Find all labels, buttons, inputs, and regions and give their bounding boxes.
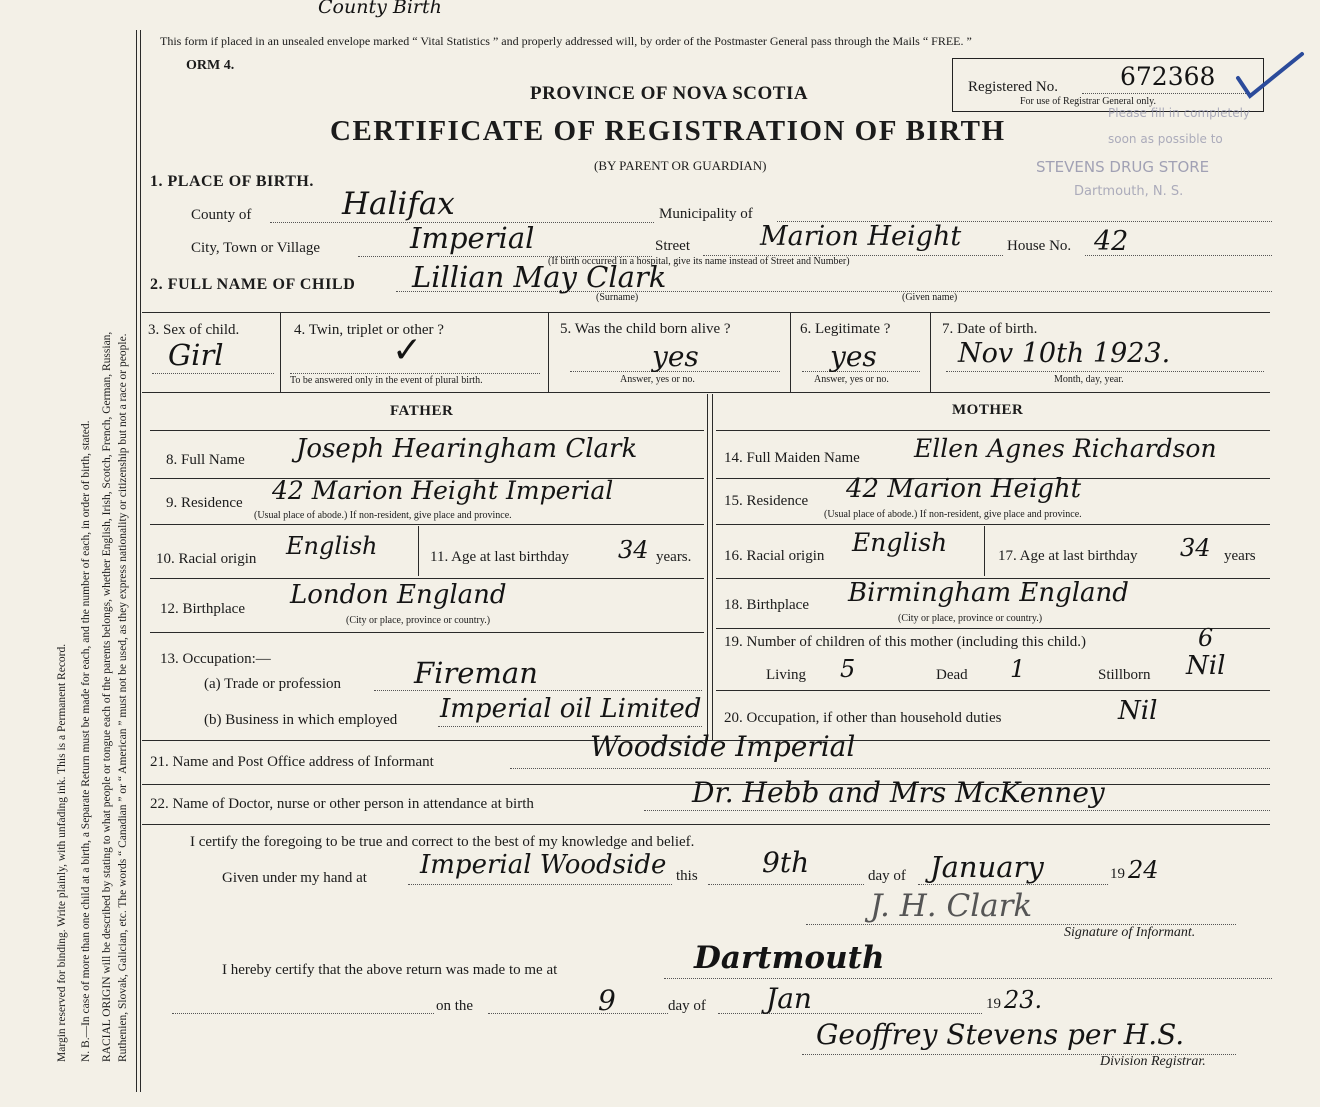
postal-notice: This form if placed in an unsealed envelope marked “ Vital Statistics ” and properly addressed will, by order of the Postmaster General pass through the Mails “ FREE. ” bbox=[160, 34, 972, 48]
legitimate-value[interactable]: yes bbox=[830, 340, 877, 373]
child-name-value[interactable]: Lillian May Clark bbox=[412, 260, 667, 294]
legitimate-note: Answer, yes or no. bbox=[814, 374, 889, 385]
place-of-birth-heading: 1. PLACE OF BIRTH. bbox=[150, 173, 314, 190]
father-trade-value[interactable]: Fireman bbox=[414, 656, 538, 690]
mother-age-value[interactable]: 34 bbox=[1180, 534, 1211, 562]
given-place-dotline bbox=[408, 884, 672, 885]
registration-note: For use of Registrar General only. bbox=[1020, 96, 1156, 107]
twin-value[interactable]: ✓ bbox=[392, 330, 423, 371]
row-bottom-rule bbox=[142, 392, 1270, 393]
margin-note-binding: Margin reserved for binding. Write plainly, with unfading ink. This is a Permanent Record. bbox=[56, 643, 68, 1062]
mother-age-label: 17. Age at last birthday bbox=[998, 548, 1138, 564]
father-racial-value[interactable]: English bbox=[286, 532, 378, 560]
certificate-title: CERTIFICATE OF REGISTRATION OF BIRTH bbox=[330, 115, 1006, 147]
mother-birthplace-note: (City or place, province or country.) bbox=[898, 613, 1043, 624]
given-day-value[interactable]: 9th bbox=[762, 846, 810, 879]
doctor-label: 22. Name of Doctor, nurse or other person in attendance at birth bbox=[150, 796, 534, 812]
mother-dead-label: Dead bbox=[936, 667, 968, 683]
stamp-line-3: STEVENS DRUG STORE bbox=[1036, 158, 1210, 176]
mother-children-value[interactable]: 6 bbox=[1198, 624, 1214, 652]
row-top-rule bbox=[142, 312, 1270, 313]
mother-rule-3 bbox=[716, 524, 1270, 525]
registrar-day-dotline bbox=[488, 1013, 668, 1014]
father-business-dotline bbox=[438, 726, 702, 727]
alive-label: 5. Was the child born alive ? bbox=[560, 321, 731, 337]
mother-occupation-value[interactable]: Nil bbox=[1118, 696, 1158, 726]
father-residence-value[interactable]: 42 Marion Height Imperial bbox=[272, 476, 614, 505]
informant-signature[interactable]: J. H. Clark bbox=[870, 888, 1033, 924]
informant-label: 21. Name and Post Office address of Informant bbox=[150, 754, 434, 770]
on-the-label: on the bbox=[436, 998, 474, 1014]
mother-dead-value[interactable]: 1 bbox=[1010, 655, 1026, 683]
mother-name-label: 14. Full Maiden Name bbox=[724, 450, 860, 466]
county-label: County of bbox=[191, 207, 252, 223]
registrar-month-dotline bbox=[718, 1013, 982, 1014]
mother-birthplace-value[interactable]: Birmingham England bbox=[848, 578, 1129, 608]
father-racial-label: 10. Racial origin bbox=[156, 551, 257, 567]
mother-living-value[interactable]: 5 bbox=[840, 655, 856, 683]
informant-dotline bbox=[510, 768, 1270, 769]
given-year-prefix: 19 bbox=[1110, 866, 1125, 882]
margin-rule bbox=[136, 30, 137, 1092]
street-value[interactable]: Marion Height bbox=[760, 221, 962, 252]
registrar-place-value[interactable]: Dartmouth bbox=[694, 940, 885, 976]
this-label: this bbox=[676, 868, 698, 884]
registrar-signature[interactable]: Geoffrey Stevens per H.S. bbox=[816, 1018, 1185, 1051]
given-name-note: (Given name) bbox=[902, 292, 958, 303]
mother-birthplace-label: 18. Birthplace bbox=[724, 597, 809, 613]
father-name-value[interactable]: Joseph Hearingham Clark bbox=[296, 434, 638, 464]
mother-racial-value[interactable]: English bbox=[852, 528, 948, 557]
father-age-value[interactable]: 34 bbox=[618, 536, 649, 564]
informant-value[interactable]: Woodside Imperial bbox=[590, 730, 856, 763]
father-birthplace-value[interactable]: London England bbox=[290, 580, 507, 610]
doctor-dotline bbox=[644, 810, 1270, 811]
checkmark-annotation-icon bbox=[1232, 48, 1312, 108]
mother-rule-5 bbox=[716, 628, 1270, 629]
father-heading: FATHER bbox=[390, 403, 454, 419]
sex-value[interactable]: Girl bbox=[168, 338, 224, 372]
father-age-label: 11. Age at last birthday bbox=[430, 549, 569, 565]
street-label: Street bbox=[655, 238, 690, 254]
mother-name-value[interactable]: Ellen Agnes Richardson bbox=[914, 434, 1217, 463]
father-residence-note: (Usual place of abode.) If non-resident, give place and province. bbox=[254, 510, 512, 521]
father-years-label: years. bbox=[656, 549, 692, 565]
stamp-line-2: soon as possible to bbox=[1108, 132, 1223, 146]
doctor-rule bbox=[142, 824, 1270, 825]
sex-dotline bbox=[152, 373, 274, 374]
registrar-month-value[interactable]: Jan bbox=[766, 982, 812, 1015]
mother-children-label: 19. Number of children of this mother (including this child.) bbox=[724, 634, 1087, 650]
house-value[interactable]: 42 bbox=[1094, 226, 1129, 257]
registration-number: 672368 bbox=[1120, 62, 1216, 91]
hospital-note: (If birth occurred in a hospital, give its name instead of Street and Number) bbox=[548, 256, 850, 267]
mother-residence-note: (Usual place of abode.) If non-resident, give place and province. bbox=[824, 509, 1082, 520]
month-dotline bbox=[918, 884, 1108, 885]
father-trade-label: (a) Trade or profession bbox=[204, 676, 342, 692]
father-age-divider bbox=[418, 526, 419, 576]
registrar-year-prefix: 19 bbox=[986, 996, 1001, 1012]
day-of-label: day of bbox=[868, 868, 906, 884]
mother-rule-6 bbox=[716, 690, 1270, 691]
county-birth-annotation: County Birth bbox=[318, 0, 442, 18]
parents-divider-2 bbox=[712, 394, 713, 740]
twin-dotline bbox=[290, 373, 540, 374]
given-month-value[interactable]: January bbox=[930, 850, 1044, 884]
father-birthplace-note: (City or place, province or country.) bbox=[346, 615, 491, 626]
stamp-line-1: Please fill in completely bbox=[1108, 106, 1251, 120]
father-rule-3 bbox=[150, 524, 704, 525]
dob-note: Month, day, year. bbox=[1054, 374, 1124, 385]
stamp-line-4: Dartmouth, N. S. bbox=[1074, 184, 1184, 199]
father-name-label: 8. Full Name bbox=[166, 452, 245, 468]
twin-label: 4. Twin, triplet or other ? bbox=[294, 322, 444, 338]
father-rule-1 bbox=[150, 430, 704, 431]
dob-value[interactable]: Nov 10th 1923. bbox=[958, 338, 1171, 369]
margin-rule-inner bbox=[140, 30, 141, 1092]
col-divider-3 bbox=[790, 312, 791, 392]
mother-age-divider bbox=[984, 526, 985, 576]
registrar-date-lead-dotline bbox=[172, 1013, 434, 1014]
mother-rule-1 bbox=[716, 430, 1270, 431]
surname-note: (Surname) bbox=[596, 292, 639, 303]
legitimate-label: 6. Legitimate ? bbox=[800, 321, 891, 337]
twin-note: To be answered only in the event of plural birth. bbox=[290, 375, 483, 386]
registrar-year-value[interactable]: 23. bbox=[1004, 986, 1043, 1014]
registrar-signature-label: Division Registrar. bbox=[1100, 1054, 1206, 1069]
alive-note: Answer, yes or no. bbox=[620, 374, 695, 385]
father-business-label: (b) Business in which employed bbox=[204, 712, 398, 728]
mother-years-label: years bbox=[1224, 548, 1256, 564]
mother-stillborn-value[interactable]: Nil bbox=[1186, 651, 1226, 681]
registration-dotline bbox=[1082, 93, 1252, 94]
municipality-label: Municipality of bbox=[659, 206, 753, 222]
father-occupation-label: 13. Occupation:— bbox=[160, 651, 271, 667]
father-rule-4 bbox=[150, 578, 704, 579]
certify-statement: I certify the foregoing to be true and correct to the best of my knowledge and belief. bbox=[190, 834, 695, 850]
form-number: ORM 4. bbox=[186, 58, 235, 73]
father-trade-dotline bbox=[374, 690, 702, 691]
dob-dotline bbox=[946, 371, 1264, 372]
mother-heading: MOTHER bbox=[952, 402, 1024, 418]
given-year-value[interactable]: 24 bbox=[1128, 856, 1159, 884]
sex-label: 3. Sex of child. bbox=[148, 322, 240, 338]
mother-racial-label: 16. Racial origin bbox=[724, 548, 825, 564]
registrar-day-value[interactable]: 9 bbox=[598, 984, 616, 1017]
alive-value[interactable]: yes bbox=[652, 340, 699, 373]
mother-living-label: Living bbox=[766, 667, 806, 683]
this-day-dotline bbox=[708, 884, 864, 885]
dob-label: 7. Date of birth. bbox=[942, 321, 1038, 337]
city-value[interactable]: Imperial bbox=[410, 221, 535, 255]
margin-note-racial-origin: RACIAL ORIGIN will be described by stating to what people or tongue each of the parents belongs, whether English, Irish, Scotch, French, German, Russian, bbox=[101, 331, 113, 1062]
mother-residence-value[interactable]: 42 Marion Height bbox=[846, 474, 1082, 504]
mother-residence-label: 15. Residence bbox=[724, 493, 809, 509]
col-divider-1 bbox=[280, 312, 281, 392]
child-name-label: 2. FULL NAME OF CHILD bbox=[150, 276, 356, 293]
father-residence-label: 9. Residence bbox=[166, 495, 243, 511]
registration-label: Registered No. bbox=[968, 79, 1058, 95]
registrar-place-dotline bbox=[664, 978, 1272, 979]
father-rule-5 bbox=[150, 632, 704, 633]
given-under-label: Given under my hand at bbox=[222, 870, 367, 886]
house-label: House No. bbox=[1007, 238, 1072, 254]
city-label: City, Town or Village bbox=[191, 240, 321, 256]
certificate-subtitle: (BY PARENT OR GUARDIAN) bbox=[594, 158, 767, 173]
county-value[interactable]: Halifax bbox=[342, 186, 455, 222]
province-heading: PROVINCE OF NOVA SCOTIA bbox=[530, 83, 809, 104]
father-birthplace-label: 12. Birthplace bbox=[160, 601, 245, 617]
mother-stillborn-label: Stillborn bbox=[1098, 667, 1151, 683]
doctor-value[interactable]: Dr. Hebb and Mrs McKenney bbox=[692, 776, 1105, 809]
margin-note-racial-words: Ruthenien, Slovak, Galician, etc. The words “ Canadian ” or “ American ” must not be used, as they express nationality or citizenship but not a race or people. bbox=[117, 333, 129, 1062]
col-divider-2 bbox=[548, 312, 549, 392]
col-divider-4 bbox=[930, 312, 931, 392]
mother-occupation-label: 20. Occupation, if other than household duties bbox=[724, 710, 1002, 726]
registrar-statement: I hereby certify that the above return was made to me at bbox=[222, 962, 558, 978]
given-place-value[interactable]: Imperial Woodside bbox=[420, 850, 667, 880]
registrar-day-of-label: day of bbox=[668, 998, 706, 1014]
father-business-value[interactable]: Imperial oil Limited bbox=[440, 694, 702, 724]
informant-signature-label: Signature of Informant. bbox=[1064, 925, 1196, 940]
parents-divider bbox=[707, 394, 708, 740]
margin-note-plural-births: N. B.—In case of more than one child at a birth, a Separate Return must be made for each, and the number of each, in order of birth, stated. bbox=[80, 420, 92, 1062]
